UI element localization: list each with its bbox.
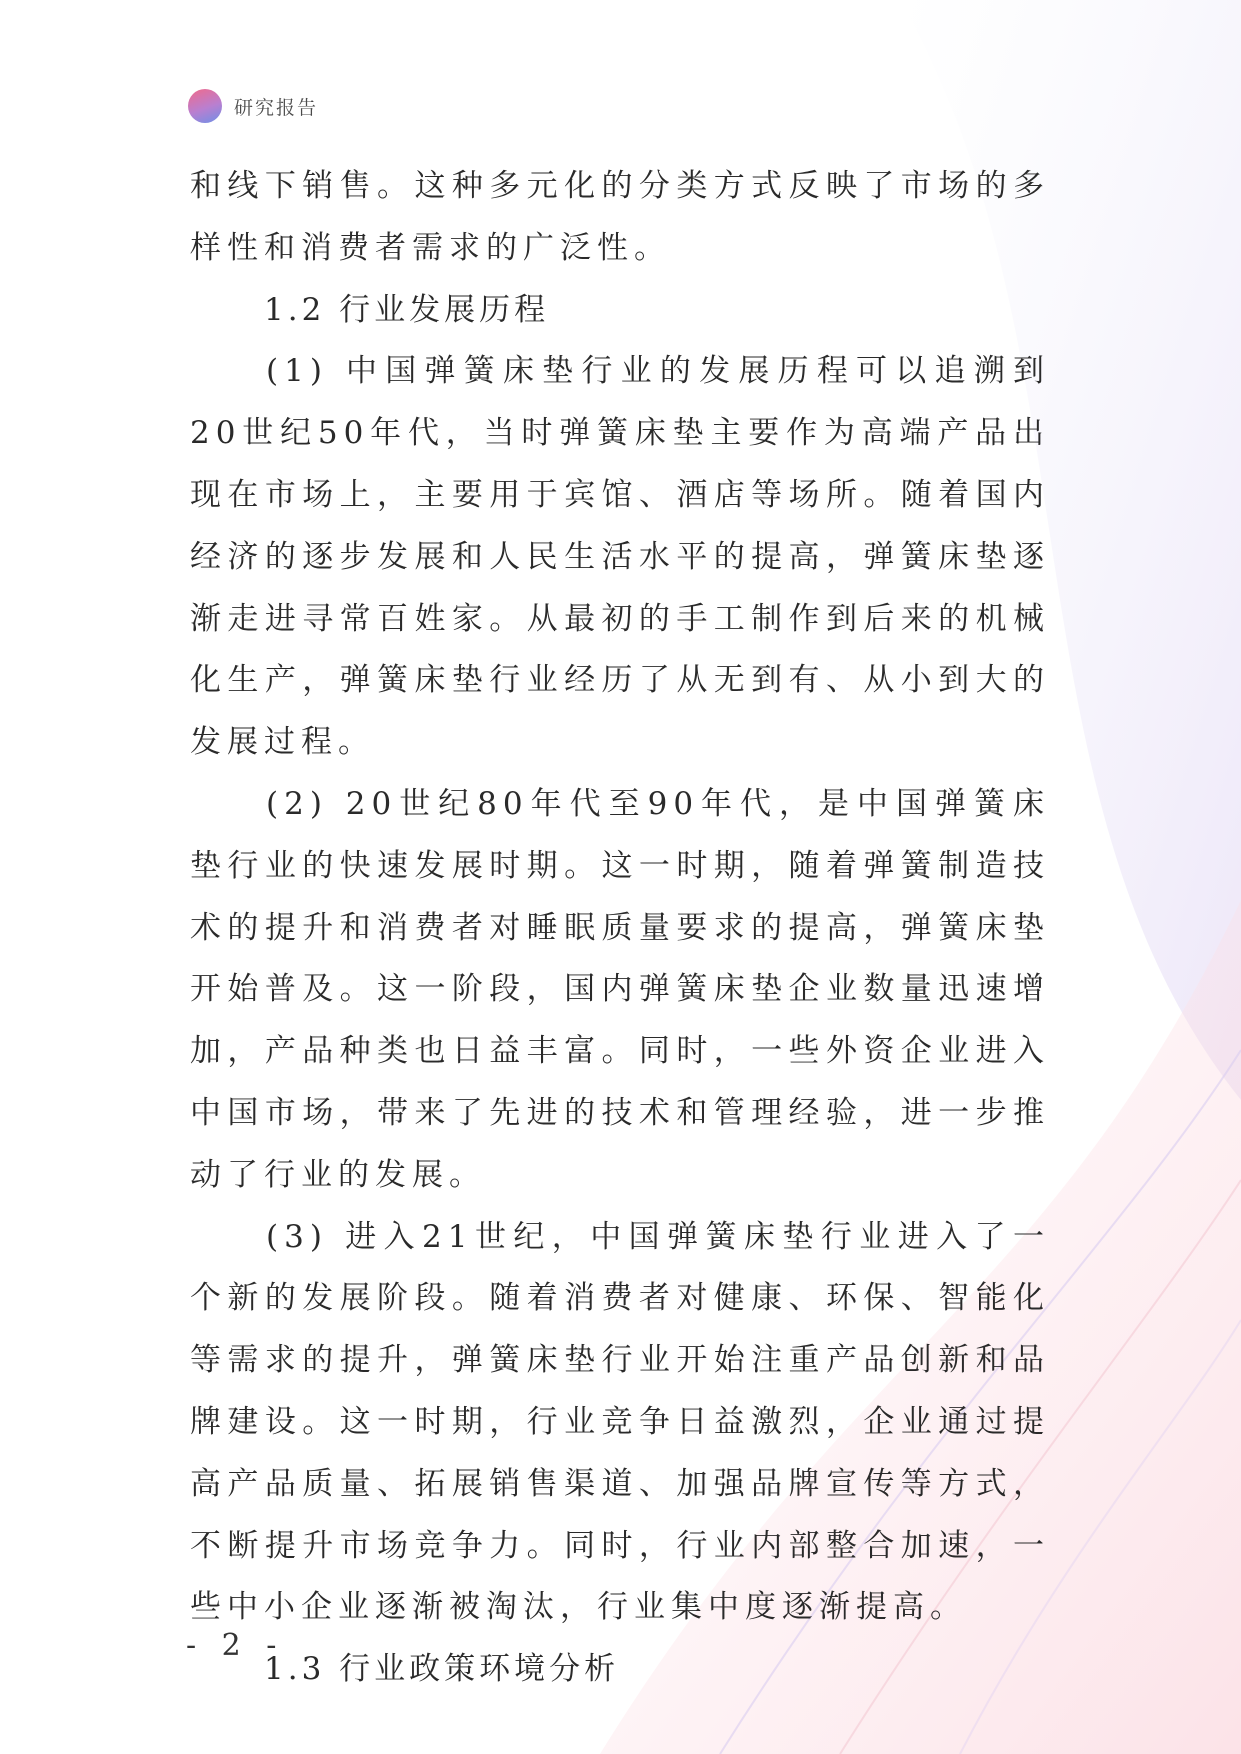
section-heading-1-3: 1.3 行业政策环境分析 <box>264 1651 620 1688</box>
section-heading-1-2: 1.2 行业发展历程 <box>264 291 550 328</box>
page-number: - 2 - <box>186 1628 285 1663</box>
report-header <box>188 88 318 124</box>
header-title: 研究报告 <box>234 96 319 119</box>
paragraph-history-2: (2) 20世纪80年代至90年代，是中国弹簧床垫行业的快速发展时期。这一时期，随着弹簧制造技术的提升和消费者对睡眠质量要求的提高，弹簧床垫开始普及。这一阶段，国内弹簧床垫企业数量迅速增加，产品种类也日益丰富。同时，一些外资企业进入中国市场，带来了先进的技术和管理经验，进一步推动了行业的发展。 <box>190 785 1050 1193</box>
report-logo-icon <box>188 89 222 123</box>
paragraph-continuation: 和线下销售。这种多元化的分类方式反映了市场的多样性和消费者需求的广泛性。 <box>190 168 1050 266</box>
document-body <box>190 156 1050 1701</box>
paragraph-history-1: (1) 中国弹簧床垫行业的发展历程可以追溯到20世纪50年代，当时弹簧床垫主要作为高端产品出现在市场上，主要用于宾馆、酒店等场所。随着国内经济的逐步发展和人民生活水平的提高，弹簧床垫逐渐走进寻常百姓家。从最初的手工制作到后来的机械化生产，弹簧床垫行业经历了从无到有、从小到大的发展过程。 <box>190 353 1050 761</box>
paragraph-history-3: (3) 进入21世纪，中国弹簧床垫行业进入了一个新的发展阶段。随着消费者对健康、环保、智能化等需求的提升，弹簧床垫行业开始注重产品创新和品牌建设。这一时期，行业竞争日益激烈，企业通过提高产品质量、拓展销售渠道、加强品牌宣传等方式，不断提升市场竞争力。同时，行业内部整合加速，一些中小企业逐渐被淘汰，行业集中度逐渐提高。 <box>190 1218 1050 1626</box>
